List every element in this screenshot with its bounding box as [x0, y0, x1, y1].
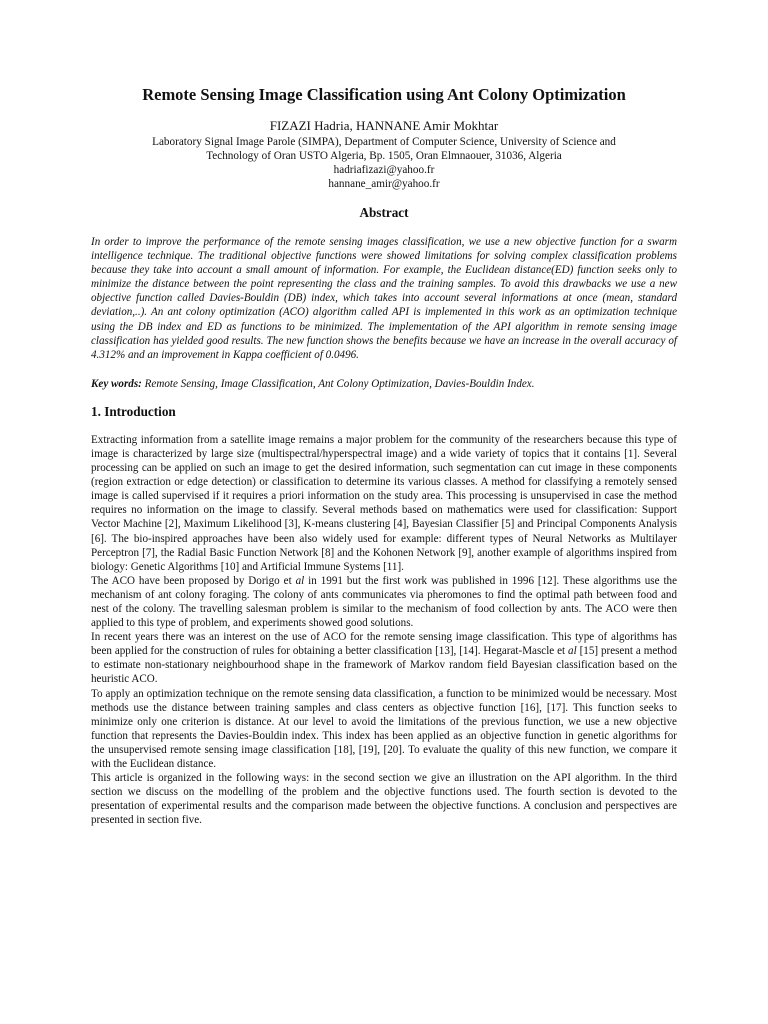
keywords-label: Key words: [91, 377, 142, 390]
intro-paragraph: To apply an optimization technique on the remote sensing data classification, a function to be minimized would be necessary. Most methods use the distance between training samples and class centers as objective function [16], [17]. This function seeks to minimize only one criterion is distance. At our level to avoid the limitations of the previous function, we use a new objective function that represents the Davies-Bouldin index. This index has been applied as an objective function in genetic algorithms for the unsupervised remote sensing image classification [18], [19], [20]. To evaluate the quality of this new function, we compare it with the Euclidean distance. [91, 687, 677, 770]
intro-paragraph: This article is organized in the following ways: in the second section we give an illustration on the API algorithm. In the third section we discuss on the modelling of the problem and the objective functions used. The fourth section is devoted to the presentation of experimental results and the comparison made between the objective functions. A conclusion and perspectives are presented in section five. [91, 772, 677, 827]
abstract-body: In order to improve the performance of the remote sensing images classification, we use a new objective function for a swarm intelligence technique. The traditional objective functions were showed limitations for solving complex classification problems because they take into account a small amount of information. For example, the Euclidean distance(ED) function seeks only to minimize the distance between the point representing the class and the training samples. To avoid this drawbacks we use a new objective function called Davies-Bouldin (DB) index, which takes into account several informations at once (mean, standard deviation,..). An ant colony optimization (ACO) algorithm called API is implemented in this work as an optimization technique using the DB index and ED as functions to be minimized. The implementation of the API algorithm in remote sensing image classification has yielded good results. The new function shows the benefits because we have an increase in the overall accuracy of 4.312% and an improvement in Kappa coefficient of 0.0496. [91, 236, 677, 361]
abstract-heading: Abstract [359, 205, 409, 220]
keywords-text: Remote Sensing, Image Classification, Ant Colony Optimization, Davies-Bouldin Index. [144, 377, 535, 390]
intro-paragraph [91, 630, 677, 686]
intro-text: [15] present a method to estimate non-stationary neighbourhood shape in the framework of Markov random field Bayesian classification based on the heuristic ACO. [91, 645, 677, 686]
section-heading-introduction: 1. Introduction [91, 403, 176, 419]
affiliation-line: Laboratory Signal Image Parole (SIMPA), Department of Computer Science, University of Science and [152, 136, 616, 148]
affiliation-line: Technology of Oran USTO Algeria, Bp. 1505, Oran Elmnaouer, 31036, Algeria [206, 150, 562, 162]
affiliation-block [91, 135, 677, 191]
intro-italic: al [568, 645, 577, 658]
author-email: hadriafizazi@yahoo.fr [333, 164, 435, 176]
keywords-line [91, 377, 677, 391]
intro-paragraph [91, 574, 677, 630]
intro-text: in 1991 but the first work was published in 1996 [12]. These algorithms use the mechanism of ant colony foraging. The colony of ants communicates via pheromones to find the optimal path between food and nest of the colony. The travelling salesman problem is similar to the mechanism of food collection by ants. The ACO were then applied to this type of problem, and experiments showed good solutions. [91, 574, 677, 630]
intro-paragraph: Extracting information from a satellite image remains a major problem for the community of the researchers because this type of image is characterized by large size (multispectral/hyperspectral image) and a wide variety of topics that it contains [1]. Several processing can be applied on such an image to get the desired information, such segmentation can cut image in these components (region extraction or edge detection) or classification to determine its various classes. A method for classifying a remotely sensed image is called supervised if it requires a priori information on the study area. This processing is unsupervised in case the method requires no information on the image to classify. Several methods based on mathematics were used for classification: Support Vector Machine [2], Maximum Likelihood [3], K-means clustering [4], Bayesian Classifier [5] and Principal Components Analysis [6]. The bio-inspired approaches have been also widely used for example: different types of Neural Networks as Multilayer Perceptron [7], the Radial Basic Function Network [8] and the Kohonen Network [9], another example of algorithms inspired from biology: Genetic Algorithms [10] and Artificial Immune Systems [11]. [91, 433, 677, 573]
paper-authors: FIZAZI Hadria, HANNANE Amir Mokhtar [269, 118, 499, 133]
intro-text: The ACO have been proposed by Dorigo et [91, 574, 296, 587]
author-email: hannane_amir@yahoo.fr [328, 178, 440, 190]
paper-title: Remote Sensing Image Classification using Ant Colony Optimization [142, 85, 626, 104]
intro-text: In recent years there was an interest on the use of ACO for the remote sensing image classification. This type of algorithms has been applied for the construction of rules for obtaining a better classification [13], [14]. Hegarat-Mascle et [91, 631, 677, 658]
intro-italic: al [295, 574, 305, 587]
